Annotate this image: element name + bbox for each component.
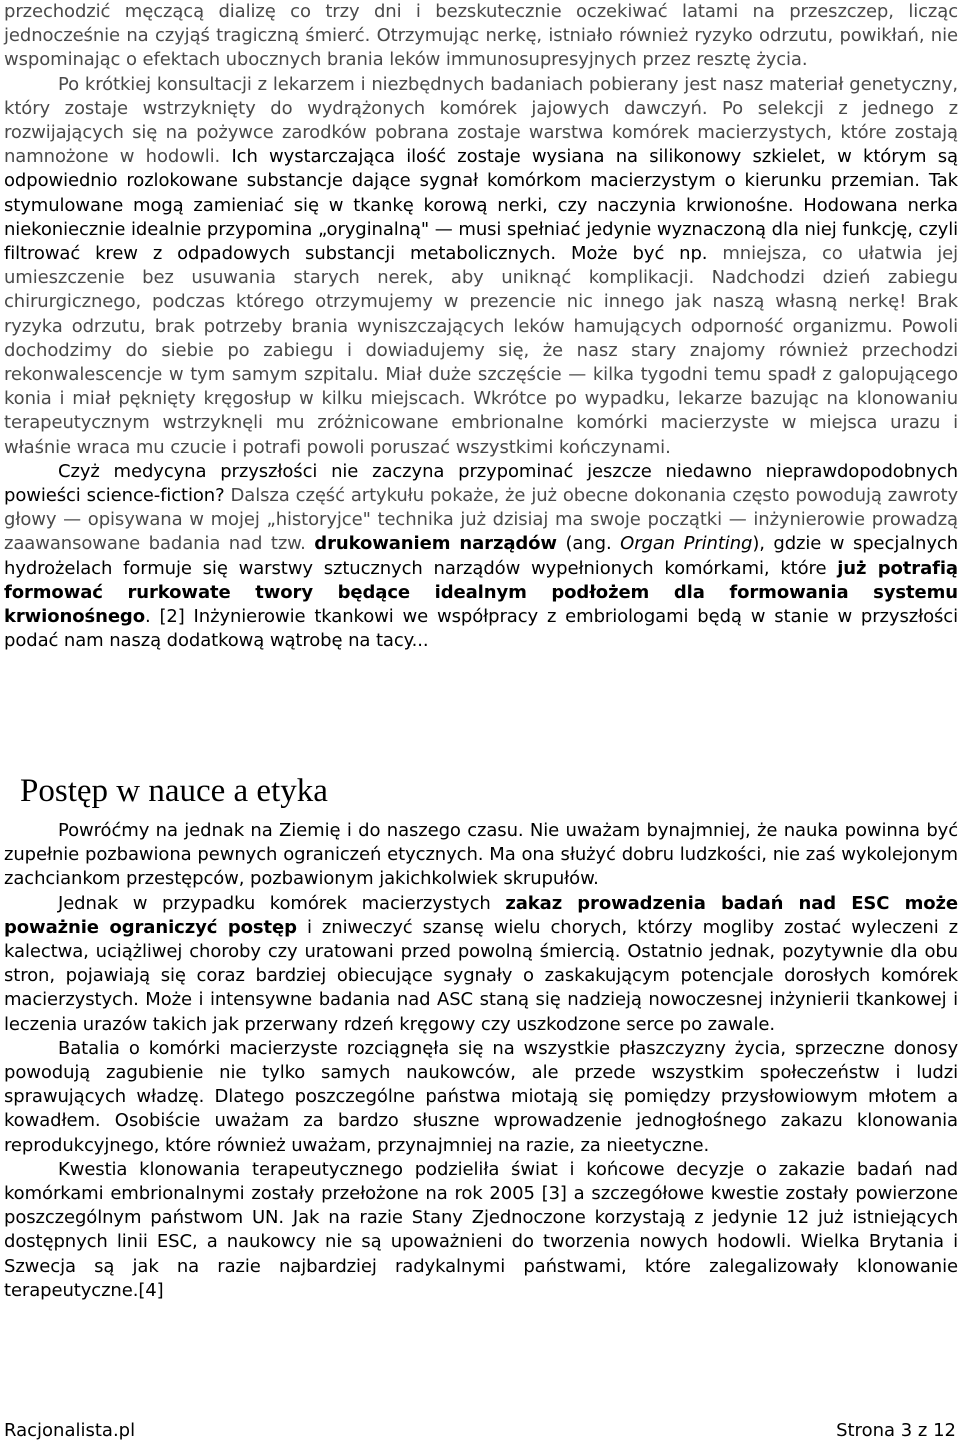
procedure-part-b: Ich wystarczająca ilość zostaje wysiana na silikonowy szkielet, w którym są odpowiednio rozlokowane substancje dające sygnał komórkom macierzystym o kierunku przemian. Tak stymulowane mogą zamieniać się w tkankę korową nerki, czy naczynia krwionośne. Hodowana nerka niekoniecznie idealnie przypomina „oryginalną" — musi spełniać jedynie wyznaczoną dla niej funkcję, czyli filtrować krew z odpadowych substancji metabolicznych. Może być np. xyxy=(4,146,958,265)
footer-site: Racjonalista.pl xyxy=(4,1420,136,1441)
paragraph-intro: przechodzić męczącą dializę co trzy dni i bezskutecznie oczekiwać latami na przeszczep, licząc jednocześnie na czyjąś tragiczną śmierć. Otrzymując nerkę, istniało również ryzyko odrzutu, powikłań, nie wspominając o efektach ubocznych brania leków immunosupresyjnych przez resztę życia. xyxy=(4,1,958,71)
future-part-e: . [2] Inżynierowie tkankowi we współpracy z embriologami będą w stanie w przyszłości podać nam naszą dodatkową wątrobę na tacy... xyxy=(4,606,958,652)
future-part-d: ), gdzie w specjalnych hydrożelach formuje się warstwy sztucznych narządów wypełnionych komórkami, które xyxy=(4,533,959,579)
future-part-a: Czyż medycyna przyszłości nie zaczyna przypominać jeszcze niedawno nieprawdopodobnych powieści science-fiction? xyxy=(4,460,958,507)
paragraph-ethics-2 xyxy=(4,892,958,1037)
ethics-2-part-b: i zniweczyć szansę wielu chorych, którzy mogliby zostać wyleczeni z kalectwa, uciążliwej choroby czy uratowani przed powolną śmiercią. Ostatnio jednak, pozytywnie dla obu stron, pojawiają się coraz bardziej obiecujące sygnały o zaskakującym potencjale dorosłych komórek macierzystych. Może i intensywne badania nad ASC staną się nadzieją nowoczesnej inżynierii tkankowej i leczenia urazów takich jak przerwany rdzeń kręgowy czy uszkodzone serce po zawale. xyxy=(4,916,958,1035)
paragraph-ethics-3: Batalia o komórki macierzyste rozciągnęła się na wszystkie płaszczyzny życia, sprzeczne donosy powodują zagubienie nie tylko samych naukowców, ale przede wszystkim społeczeństw i ludzi sprawujących władzę. Dlatego poszczególne państwa miotają się pomiędzy przysłowiowym młotem a kowadłem. Osobiście uważam za bardzo słuszne wprowadzenie jednogłośnego zakazu klonowania reprodukcyjnego, które również uważam, przynajmniej na razie, za nieetyczne. xyxy=(4,1037,958,1156)
future-part-c: (ang. xyxy=(556,533,621,555)
procedure-part-c: mniejsza, co ułatwia jej umieszczenie bez usuwania starych nerek, aby uniknąć komplikacji. Nadchodzi dzień zabiegu chirurgicznego, podczas którego otrzymujemy w prezencie nic innego jak naszą własną nerkę! Brak ryzyka odrzutu, brak potrzeby brania wyniszczających leków hamujących odporność organizmu. Powoli dochodzimy do siebie po zabiegu i dowiadujemy się, że nasz stary znajomy również przechodzi rekonwalescencje w tym samym szpitalu. Miał duże szczęście — kilka tygodni temu spadł z galopującego konia i miał pęknięty kręgosłup w kilku miejscach. Wkrótce po wypadku, lekarze bazując na klonowaniu terapeutycznym wstrzyknęli mu zróżnicowane embrionalne komórki macierzyste w miejsca urazu i właśnie wraca mu czucie i potrafi powoli poruszać wszystkimi kończynami. xyxy=(4,243,958,458)
section-heading: Postęp w nauce a etyka xyxy=(20,773,328,809)
ethics-2-part-a: Jednak w przypadku komórek macierzystych xyxy=(58,892,506,914)
paragraph-future xyxy=(4,460,958,654)
footer-page-number: Strona 3 z 12 xyxy=(836,1420,956,1441)
bold-organ-printing: drukowaniem narządów xyxy=(314,533,557,555)
paragraph-procedure xyxy=(4,73,958,460)
procedure-part-a: Po krótkiej konsultacji z lekarzem i niezbędnych badaniach pobierany jest nasz materiał genetyczny, który zostaje wstrzyknięty do wydrążonych komórek jajowych dawczyń. Po selekcji z jednego z rozwijających się na pożywce zarodków pobrana zostaje warstwa komórek macierzystych, które zostają namnożone w hodowli. xyxy=(4,73,958,168)
section-kidney-story xyxy=(4,0,958,653)
paragraph-ethics-1: Powróćmy na jednak na Ziemię i do naszego czasu. Nie uważam bynajmniej, że nauka powinna być zupełnie pozbawiona pewnych ograniczeń etycznych. Ma ona służyć dobru ludzkości, nie zaś wykolejonym zachciankom przestępców, pozbawionym jakichkolwiek skrupułów. xyxy=(4,820,958,890)
future-part-b: Dalsza część artykułu pokaże, że już obecne dokonania często powodują zawroty głowy — opisywana w mojej „historyjce" technika już dzisiaj ma swoje początki — inżynierowie prowadzą zaawansowane badania nad tzw. xyxy=(4,485,958,555)
bold-esc-ban: zakaz prowadzenia badań nad ESC może poważnie ograniczyć postęp xyxy=(4,892,958,938)
page-footer xyxy=(4,1420,956,1441)
paragraph-ethics-4: Kwestia klonowania terapeutycznego podzieliła świat i końcowe decyzje o zakazie badań nad komórkami embrionalnymi zostały przełożone na rok 2005 [3] a szczegółowe kwestie zostały powierzone poszczególnym państwom UN. Jak na razie Stany Zjednoczone korzystają z jedynie 12 już istniejących dostępnych linii ESC, a naukowcy nie są upoważnieni do tworzenia nowych hodowli. Wielka Brytania i Szwecja są jak na razie najbardziej radykalnymi państwami, które zalegalizowały klonowanie terapeutyczne.[4] xyxy=(4,1158,958,1301)
section-ethics xyxy=(4,819,958,1303)
bold-tubular-structures: już potrafią formować rurkowate twory będące idealnym podłożem dla formowania systemu krwionośnego xyxy=(4,557,958,628)
italic-organ-printing: Organ Printing xyxy=(620,533,753,555)
